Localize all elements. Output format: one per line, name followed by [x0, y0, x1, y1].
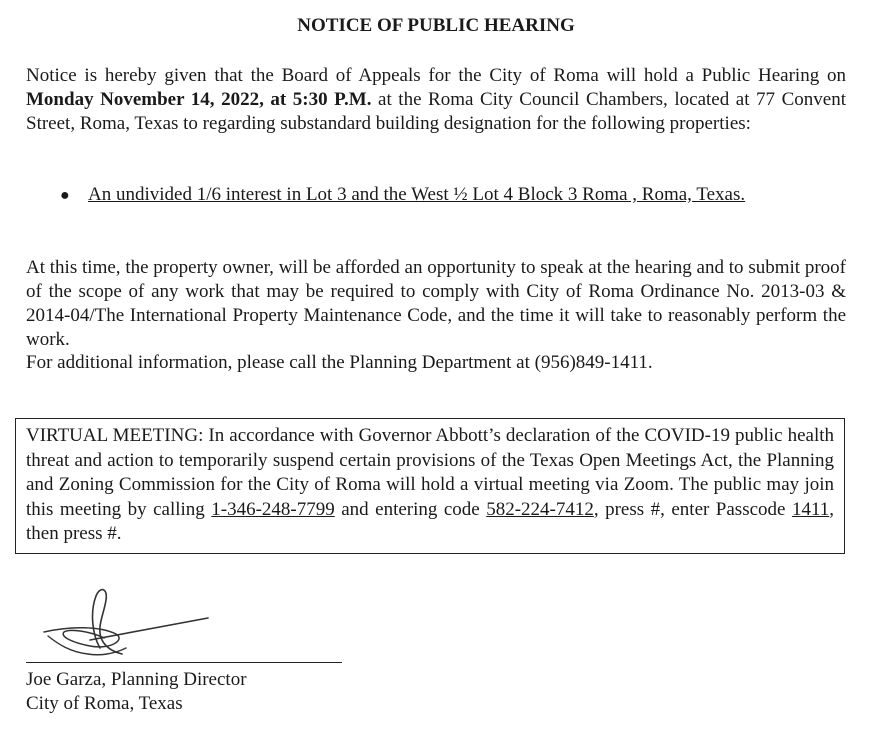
signer-block [26, 668, 247, 716]
owner-paragraph: At this time, the property owner, will be afforded an opportunity to speak at the hearing and to submit proof of the scope of any work that may be required to comply with City of Roma Ordinance No. 2013-03 & 2014-04/The International Property Maintenance Code, and the time it will take to reasonably perform the work. [26, 257, 846, 350]
info-line: For additional information, please call the Planning Department at (956)849-1411. [26, 352, 653, 373]
signature-line [26, 662, 342, 663]
virtual-meeting-box [15, 418, 845, 554]
zoom-phone-number: 1-346-248-7799 [211, 498, 335, 520]
virtual-meeting-text-4: , then press #. [26, 498, 834, 544]
signature-icon [30, 582, 350, 666]
hearing-datetime: Monday November 14, 2022, at 5:30 P.M. [26, 89, 372, 110]
property-list-item [60, 183, 850, 208]
property-description: An undivided 1/6 interest in Lot 3 and the West ½ Lot 4 Block 3 Roma , Roma, Texas. [88, 184, 746, 205]
zoom-passcode: 1411 [791, 498, 830, 520]
intro-rest-text: at the Roma City Council Chambers, located at 77 Convent Street, Roma, Texas to regarding substandard building designation for the following properties: [26, 89, 846, 134]
intro-text: Notice is hereby given that the Board of Appeals for the City of Roma will hold a Public Hearing on [26, 65, 846, 86]
zoom-meeting-code: 582-224-7412 [486, 498, 594, 520]
bullet-icon: ● [60, 187, 70, 204]
notice-intro-paragraph [26, 64, 846, 136]
handwritten-signature [30, 582, 350, 666]
signer-organization: City of Roma, Texas [26, 693, 183, 714]
signer-name-title: Joe Garza, Planning Director [26, 669, 247, 690]
notice-title: NOTICE OF PUBLIC HEARING [297, 15, 575, 36]
virtual-meeting-text-3: , press #, enter Passcode [593, 498, 792, 520]
virtual-meeting-text-1: VIRTUAL MEETING: In accordance with Governor Abbott’s declaration of the COVID-19 public health threat and action to temporarily suspend certain provisions of the Texas Open Meetings Act, the Planning and Zoning Commission for the City of Roma will hold a virtual meeting via Zoom. The public may join this meeting by calling [26, 425, 834, 520]
virtual-meeting-text-2: and entering code [334, 498, 487, 520]
